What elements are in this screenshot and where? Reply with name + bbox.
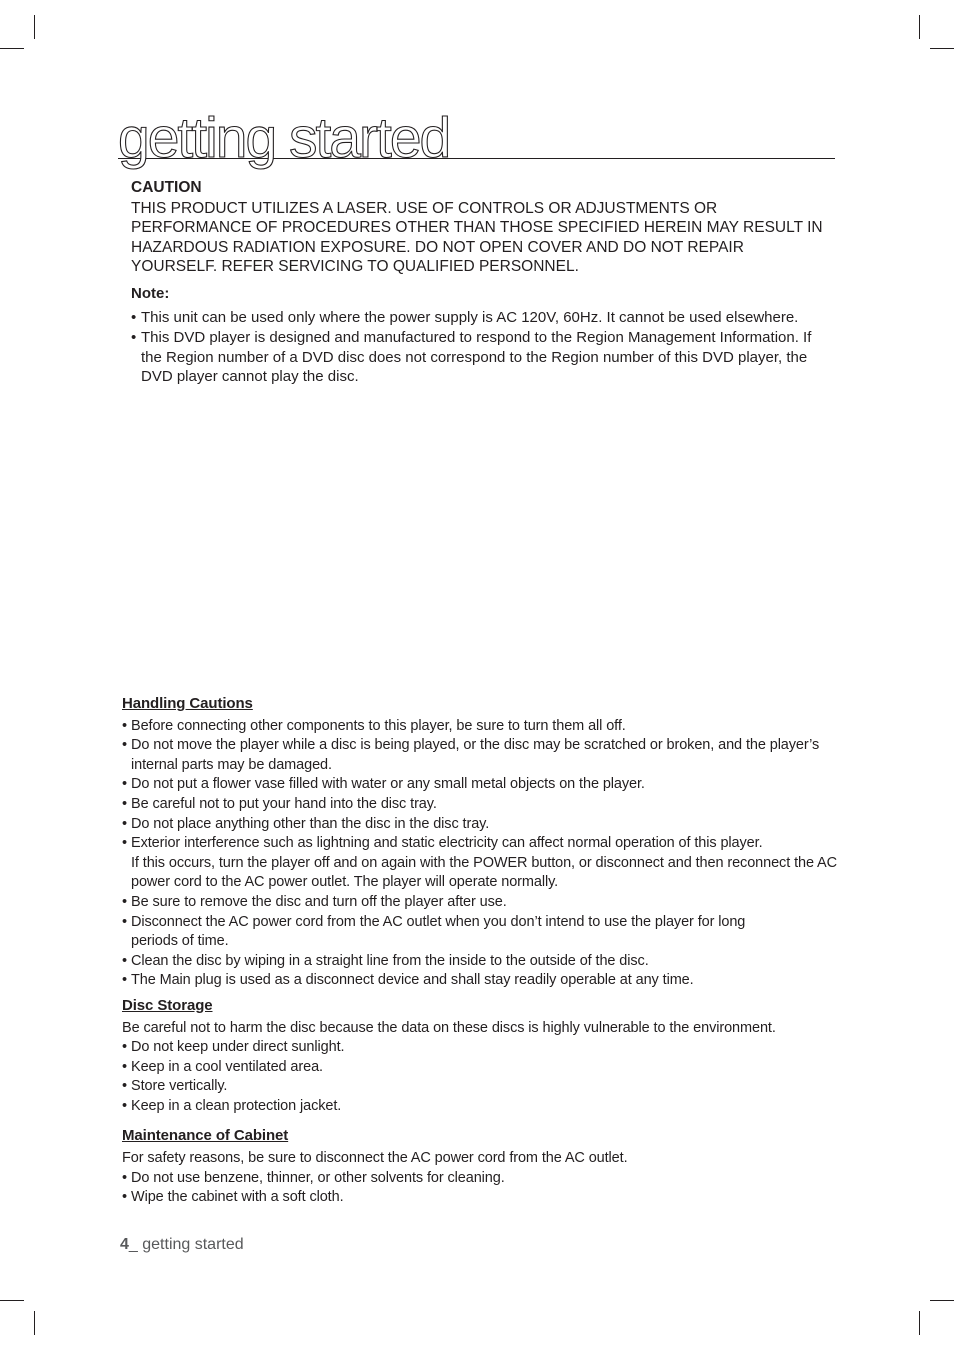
list-item: • Store vertically.: [122, 1077, 842, 1097]
maintenance-list: [122, 1169, 842, 1208]
crop-mark: [34, 1311, 35, 1335]
list-item: • Exterior interference such as lightning and static electricity can affect normal operation of this player.: [122, 834, 842, 854]
handling-list-cont: [122, 893, 842, 932]
list-item: • Wipe the cabinet with a soft cloth.: [122, 1188, 842, 1208]
maintenance-intro: For safety reasons, be sure to disconnect the AC power cord from the AC outlet.: [122, 1150, 628, 1167]
crop-mark: [919, 1311, 920, 1335]
list-item: • Do not move the player while a disc is being played, or the disc may be scratched or broken, and the player’s internal parts may be damaged.: [122, 736, 842, 775]
list-item: • Do not put a flower vase filled with water or any small metal objects on the player.: [122, 775, 842, 795]
crop-mark: [930, 1300, 954, 1301]
note-item: • This DVD player is designed and manufactured to respond to the Region Management Information. If the Region number of a DVD disc does not correspond to the Region number of this DVD player, the DVD player cannot play the disc.: [131, 328, 831, 387]
list-item: • Do not keep under direct sunlight.: [122, 1038, 842, 1058]
caution-heading: CAUTION: [131, 179, 202, 196]
page-header: [118, 104, 835, 170]
note-item: • This unit can be used only where the power supply is AC 120V, 60Hz. It cannot be used elsewhere.: [131, 308, 831, 328]
disc-storage-heading: Disc Storage: [122, 996, 213, 1014]
list-item: • Disconnect the AC power cord from the AC outlet when you don’t intend to use the player for long: [122, 913, 842, 933]
list-item: • The Main plug is used as a disconnect device and shall stay readily operable at any time.: [122, 971, 842, 991]
disc-storage-list: [122, 1038, 842, 1116]
list-item: • Clean the disc by wiping in a straight line from the inside to the outside of the disc.: [122, 952, 842, 972]
list-item: • Do not use benzene, thinner, or other solvents for cleaning.: [122, 1169, 842, 1189]
crop-mark: [930, 48, 954, 49]
caution-section: [131, 178, 831, 387]
crop-mark: [0, 1300, 24, 1301]
crop-mark: [0, 48, 24, 49]
maintenance-heading: Maintenance of Cabinet: [122, 1127, 289, 1145]
disc-storage-intro: Be careful not to harm the disc because the data on these discs is highly vulnerable to the environment.: [122, 1019, 776, 1036]
page-title: getting started: [118, 106, 450, 170]
list-item: • Be sure to remove the disc and turn off the player after use.: [122, 893, 842, 913]
handling-continuation: periods of time.: [131, 933, 229, 950]
crop-mark: [34, 15, 35, 39]
caution-text: THIS PRODUCT UTILIZES A LASER. USE OF CONTROLS OR ADJUSTMENTS OR PERFORMANCE OF PROCEDURES OTHER THAN THOSE SPECIFIED HEREIN MAY RESULT IN HAZARDOUS RADIATION EXPOSURE. DO NOT OPEN COVER AND DO NOT REPAIR YOURSELF. REFER SERVICING TO QUALIFIED PERSONNEL.: [131, 199, 823, 275]
footer-section: _ getting started: [128, 1236, 244, 1253]
care-sections: [122, 694, 842, 1208]
handling-list: [122, 717, 842, 854]
handling-continuation: If this occurs, turn the player off and on again with the POWER button, or disconnect and then reconnect the AC power cord to the AC power outlet. The player will operate normally.: [131, 854, 837, 891]
crop-mark: [919, 15, 920, 39]
handling-list-end: [122, 952, 842, 991]
list-item: • Be careful not to put your hand into the disc tray.: [122, 795, 842, 815]
page-number: 4: [120, 1236, 129, 1253]
note-list: [131, 308, 831, 387]
list-item: • Before connecting other components to this player, be sure to turn them all off.: [122, 717, 842, 737]
list-item: • Do not place anything other than the disc in the disc tray.: [122, 815, 842, 835]
list-item: • Keep in a cool ventilated area.: [122, 1058, 842, 1078]
list-item: • Keep in a clean protection jacket.: [122, 1097, 842, 1117]
handling-heading: Handling Cautions: [122, 695, 253, 712]
note-heading: Note:: [131, 284, 170, 302]
page-footer: [120, 1236, 244, 1254]
